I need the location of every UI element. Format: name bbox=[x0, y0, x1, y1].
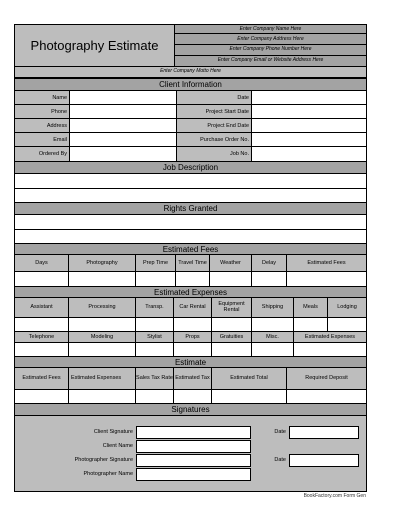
exp-col-lodging: Lodging bbox=[337, 304, 357, 311]
signatures-area bbox=[15, 416, 366, 491]
exp-col-transp: Transp. bbox=[145, 304, 164, 311]
client-date-label: Date bbox=[274, 429, 286, 435]
phone-field[interactable] bbox=[70, 105, 176, 118]
exp-col-shipping: Shipping bbox=[261, 304, 284, 311]
company-info bbox=[175, 25, 366, 67]
exp-col-stylist: Stylist bbox=[147, 333, 162, 340]
client-info-header: Client Information bbox=[15, 78, 366, 91]
fees-days-input[interactable] bbox=[15, 273, 68, 286]
address-field[interactable] bbox=[70, 119, 176, 132]
purchase-order-field[interactable] bbox=[252, 133, 366, 146]
job-description-header: Job Description bbox=[15, 161, 366, 174]
exp-col-misc: Misc. bbox=[266, 333, 279, 340]
exp-misc-input[interactable] bbox=[252, 344, 293, 356]
fees-photography-input[interactable] bbox=[69, 273, 135, 286]
exp-col-telephone: Telephone bbox=[28, 333, 55, 340]
expenses-row1 bbox=[15, 298, 366, 331]
exp-car-rental-input[interactable] bbox=[174, 319, 211, 331]
exp-col-car-rental: Car Rental bbox=[179, 304, 206, 311]
exp-processing-input[interactable] bbox=[69, 319, 135, 331]
rights-granted-field[interactable] bbox=[15, 215, 366, 243]
estimate-col-fees: Estimated Fees bbox=[22, 375, 61, 382]
estimate-table bbox=[15, 368, 366, 403]
exp-gratuities-input[interactable] bbox=[212, 344, 251, 356]
exp-col-estimated-expenses: Estimated Expenses bbox=[304, 333, 356, 340]
company-phone-field[interactable]: Enter Company Phone Number Here bbox=[175, 45, 366, 56]
estimate-col-sales-tax-rate: Sales Tax Rate bbox=[136, 375, 173, 382]
estimate-expenses-input[interactable] bbox=[69, 391, 135, 403]
exp-stylist-input[interactable] bbox=[136, 344, 173, 356]
photographer-name-label: Photographer Name bbox=[83, 471, 133, 477]
project-start-date-label: Project Start Date bbox=[205, 108, 249, 115]
estimate-col-required-deposit: Required Deposit bbox=[305, 375, 348, 382]
photographer-signature-label: Photographer Signature bbox=[74, 457, 133, 463]
exp-props-input[interactable] bbox=[174, 344, 211, 356]
name-label: Name bbox=[52, 94, 67, 101]
job-number-field[interactable] bbox=[252, 147, 366, 161]
rights-granted-header: Rights Granted bbox=[15, 202, 366, 215]
fees-col-weather: Weather bbox=[220, 259, 241, 266]
fees-total-input[interactable] bbox=[287, 273, 366, 286]
fees-table bbox=[15, 255, 366, 286]
company-address-field[interactable]: Enter Company Address Here bbox=[175, 35, 366, 45]
estimate-tax-rate-input[interactable] bbox=[136, 391, 173, 403]
job-description-field[interactable] bbox=[15, 174, 366, 202]
fees-col-prep-time: Prep Time bbox=[142, 259, 169, 266]
fees-col-estimated-fees: Estimated Fees bbox=[307, 259, 346, 266]
phone-label: Phone bbox=[51, 108, 67, 115]
estimated-expenses-header: Estimated Expenses bbox=[15, 286, 366, 298]
email-field[interactable] bbox=[70, 133, 176, 146]
client-date-field[interactable] bbox=[289, 426, 359, 439]
signatures-header: Signatures bbox=[15, 403, 366, 416]
fees-prep-time-input[interactable] bbox=[136, 273, 175, 286]
exp-shipping-input[interactable] bbox=[252, 319, 293, 331]
exp-equipment-rental-input[interactable] bbox=[212, 319, 251, 331]
fees-travel-time-input[interactable] bbox=[176, 273, 209, 286]
fees-weather-input[interactable] bbox=[210, 273, 251, 286]
email-label: Email bbox=[53, 136, 67, 143]
fees-col-travel-time: Travel Time bbox=[178, 259, 207, 266]
fees-col-photography: Photography bbox=[86, 259, 118, 266]
job-number-label: Job No. bbox=[230, 151, 249, 157]
project-start-date-field[interactable] bbox=[252, 105, 366, 118]
estimate-deposit-input[interactable] bbox=[287, 391, 366, 403]
date-label: Date bbox=[237, 94, 249, 101]
estimate-fees-input[interactable] bbox=[15, 391, 68, 403]
fees-col-days: Days bbox=[35, 259, 48, 266]
exp-col-meals: Meals bbox=[303, 304, 318, 311]
expenses-row2 bbox=[15, 332, 366, 356]
client-info-grid bbox=[15, 91, 366, 161]
estimate-tax-input[interactable] bbox=[174, 391, 211, 403]
purchase-order-label: Purchase Order No. bbox=[200, 136, 249, 143]
exp-col-equipment-rental: Equipment Rental bbox=[218, 301, 245, 313]
ordered-by-field[interactable] bbox=[70, 147, 176, 161]
estimate-col-estimated-tax: Estimated Tax bbox=[175, 375, 210, 382]
client-name-field[interactable] bbox=[136, 440, 251, 453]
exp-assistant-input[interactable] bbox=[15, 319, 68, 331]
project-end-date-field[interactable] bbox=[252, 119, 366, 132]
estimated-fees-header: Estimated Fees bbox=[15, 243, 366, 255]
photographer-date-field[interactable] bbox=[289, 454, 359, 467]
exp-lodging-input[interactable] bbox=[328, 319, 366, 331]
estimate-col-estimated-total: Estimated Total bbox=[230, 375, 268, 382]
exp-col-modeling: Modeling bbox=[90, 333, 114, 340]
name-field[interactable] bbox=[70, 91, 176, 104]
fees-delay-input[interactable] bbox=[252, 273, 286, 286]
photographer-signature-field[interactable] bbox=[136, 454, 251, 467]
estimate-total-input[interactable] bbox=[212, 391, 286, 403]
exp-col-processing: Processing bbox=[88, 304, 116, 311]
ordered-by-label: Ordered By bbox=[38, 151, 67, 157]
exp-col-assistant: Assistant bbox=[30, 304, 53, 311]
exp-modeling-input[interactable] bbox=[69, 344, 135, 356]
company-email-field[interactable]: Enter Company Email or Website Address Here bbox=[175, 56, 366, 67]
exp-col-gratuities: Gratuities bbox=[219, 333, 244, 340]
photographer-name-field[interactable] bbox=[136, 468, 251, 481]
exp-meals-input[interactable] bbox=[294, 319, 327, 331]
exp-telephone-input[interactable] bbox=[15, 344, 68, 356]
fees-col-delay: Delay bbox=[261, 259, 277, 266]
page-title: Photography Estimate bbox=[30, 38, 159, 53]
exp-transp-input[interactable] bbox=[136, 319, 173, 331]
company-motto-field[interactable]: Enter Company Motto Here bbox=[15, 67, 366, 78]
estimate-col-expenses: Estimated Expenses bbox=[71, 375, 122, 382]
exp-total-input[interactable] bbox=[294, 344, 366, 356]
estimate-form bbox=[14, 24, 367, 492]
date-field[interactable] bbox=[252, 91, 366, 104]
exp-col-props: Props bbox=[185, 333, 200, 340]
estimate-header: Estimate bbox=[15, 356, 366, 368]
client-signature-label: Client Signature bbox=[93, 429, 133, 435]
client-signature-field[interactable] bbox=[136, 426, 251, 439]
footer-credit: BookFactory.com Form Gen bbox=[303, 493, 366, 499]
company-name-field[interactable]: Enter Company Name Here bbox=[175, 25, 366, 34]
address-label: Address bbox=[46, 122, 67, 129]
photographer-date-label: Date bbox=[274, 457, 286, 463]
title-box bbox=[15, 25, 175, 67]
client-name-label: Client Name bbox=[102, 443, 133, 449]
project-end-date-label: Project End Date bbox=[207, 122, 249, 129]
